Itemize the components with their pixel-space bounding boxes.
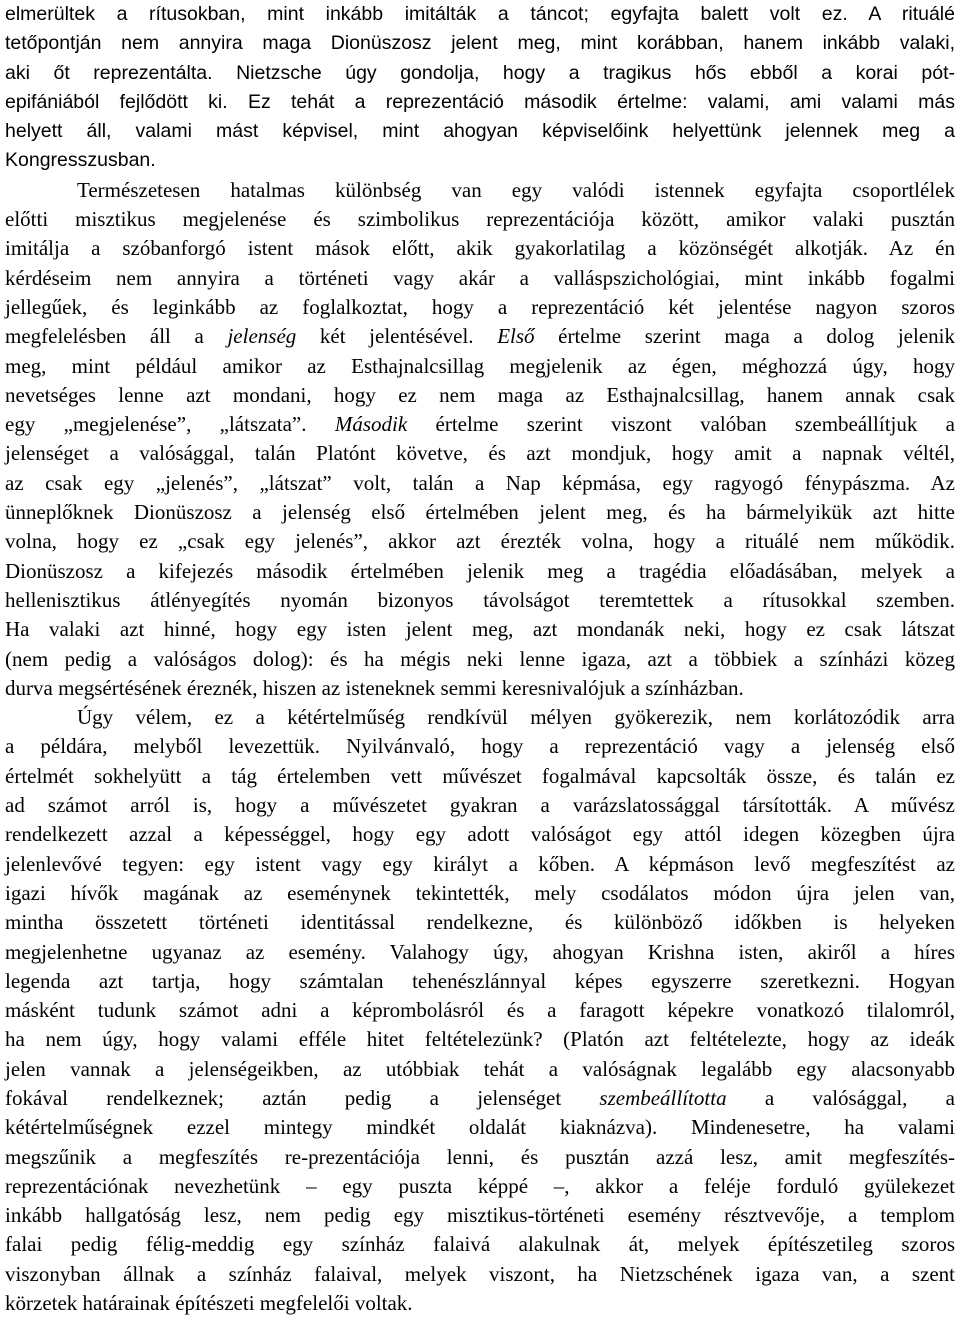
text-segment: megfelelésben áll a [5, 324, 228, 349]
text-line [5, 322, 955, 351]
text-line [5, 615, 955, 644]
text-segment: megszűnik a megfeszítés re-prezentációja lenni, és pusztán azzá lesz, amit megfeszítés- [5, 1144, 955, 1169]
text-line [5, 293, 955, 322]
text-line [5, 674, 955, 703]
text-segment: Dionüszosz a kifejezés második értelmében jelenik meg a tragédia előadásában, melyek a [5, 558, 955, 583]
text-line [5, 820, 955, 849]
text-line [5, 1113, 955, 1142]
text-segment: fokával rendelkeznek; aztán pedig a jelenséget [5, 1085, 600, 1110]
text-line [5, 117, 955, 146]
text-segment: jellegűek, és leginkább az foglalkoztat, hogy a reprezentáció két jelentése nagyon szoros [5, 294, 955, 319]
text-segment: tetőpontján nem annyira maga Dionüszosz jelent meg, mint korábban, hanem inkább valaki, [5, 32, 955, 55]
text-line [5, 352, 955, 381]
text-line [5, 586, 955, 615]
text-line [5, 29, 955, 58]
text-line [5, 0, 955, 29]
text-segment: legenda azt tartja, hogy számtalan tehenészlánnyal képes egyszerre szeretkezni. Hogyan [5, 968, 955, 993]
text-segment: jelenlevővé tegyen: egy istent vagy egy királyt a kőben. A képmáson levő megfeszítést az [5, 851, 955, 876]
text-segment: volna, hogy ez „csak egy jelenés”, akkor azt érezték volna, hogy a rituálé nem működik. [5, 529, 955, 554]
text-segment: kérdéseim nem annyira a történeti vagy akár a valláspszichológiai, mint inkább fogalmi [5, 265, 955, 290]
text-line [5, 88, 955, 117]
text-line [5, 996, 955, 1025]
text-line [5, 234, 955, 263]
text-line [5, 439, 955, 468]
text-segment: egy „megjelenése”, „látszata”. [5, 412, 335, 437]
text-line [5, 791, 955, 820]
text-segment: értelmét sokhelyütt a tág értelemben vett művészet fogalmával kapcsolták össze, és talán ez [5, 763, 955, 788]
text-line [5, 1055, 955, 1084]
text-segment: nevetséges lenne azt mondani, hogy ez nem maga az Esthajnalcsillag, hanem annak csak [5, 382, 955, 407]
italic-term: Második [334, 412, 408, 437]
text-line [5, 879, 955, 908]
text-line [5, 59, 955, 88]
text-line [5, 498, 955, 527]
text-line [5, 264, 955, 293]
text-segment: igazi hívők magának az eseménynek tekintették, mely csodálatos módon újra jelen van, [5, 880, 955, 905]
paragraph [5, 0, 955, 176]
text-line [5, 527, 955, 556]
text-segment: inkább hallgatóság lesz, nem pedig egy misztikus-történeti esemény résztvevője, a templom [5, 1203, 955, 1228]
text-segment: helyett áll, valami mást képvisel, mint ahogyan képviselőink helyettünk jelennek meg a [5, 120, 955, 143]
text-segment: falai pedig félig-meddig egy színház falaivá alakulnak át, melyek építészetileg szoros [5, 1232, 955, 1257]
text-line [5, 1025, 955, 1054]
text-segment: ha nem úgy, hogy valami efféle hitet feltételezünk? (Platón azt feltételezte, hogy az ideák [5, 1027, 955, 1052]
text-segment: durva megsértésének éreznék, hiszen az isteneknek semmi keresnivalójuk a színházban. [5, 675, 744, 700]
text-line [5, 908, 955, 937]
text-segment: megjelenhetne ugyanaz az esemény. Valahogy úgy, ahogyan Krishna isten, akiről a híres [5, 939, 955, 964]
italic-term: jelenség [227, 324, 297, 349]
text-segment: Természetesen hatalmas különbség van egy valódi istennek egyfajta csoportlélek [77, 177, 955, 202]
text-segment: másként tudunk számot adni a képrombolásról és a faragott képekre vonatkozó tilalomról, [5, 998, 955, 1023]
text-segment: ad számot arról is, hogy a művészetet gyakran a varázslatossággal társították. A művész [5, 793, 955, 818]
text-segment: a valósággal, a [726, 1085, 955, 1110]
text-segment: jelen vannak a jelenségeikben, az utóbbiak tehát a valóságnak legalább egy alacsonyabb [5, 1056, 955, 1081]
text-segment: értelme szerint maga a dolog jelenik [534, 324, 955, 349]
paragraph [5, 703, 955, 1318]
text-line [5, 557, 955, 586]
text-line [5, 762, 955, 791]
text-line [5, 205, 955, 234]
text-line [5, 1172, 955, 1201]
text-segment: kétértelműségnek ezzel mintegy mindkét oldalát kiaknázva). Mindenesetre, ha valami [5, 1115, 955, 1140]
text-line [5, 967, 955, 996]
text-line [5, 1230, 955, 1259]
text-line [5, 410, 955, 439]
text-segment: a példára, melyből levezettük. Nyilvánvaló, hogy a reprezentáció vagy a jelenség első [5, 734, 955, 759]
text-segment: jelenséget a valósággal, talán Platónt követve, és azt mondjuk, hogy amit a napnak véltél, [5, 441, 955, 466]
text-line [5, 381, 955, 410]
text-segment: (nem pedig a valóságos dolog): és ha mégis neki lenne igaza, azt a többiek a színházi közeg [5, 646, 955, 671]
text-segment: hellenisztikus átlényegítés nyomán bizonyos távolságot teremtettek a rítusokkal szemben. [5, 587, 955, 612]
text-segment: viszonyban állnak a színház falaival, melyek viszont, ha Nietzschének igaza van, a szent [5, 1261, 955, 1286]
text-line [5, 469, 955, 498]
text-segment: értelme szerint viszont valóban szembeállítjuk a [407, 412, 956, 437]
text-line [5, 1084, 955, 1113]
text-line [5, 1143, 955, 1172]
text-line [5, 146, 955, 175]
text-segment: imitálja a szóbanforgó istent mások előtt, akik gyakorlatilag a közönségét alkotják. Az én [5, 236, 955, 261]
text-line [5, 850, 955, 879]
text-segment: meg, mint például amikor az Esthajnalcsillag megjelenik az égen, méghozzá úgy, hogy [5, 353, 955, 378]
text-segment: előtti misztikus megjelenése és szimbolikus reprezentációja között, amikor valaki pusztán [5, 207, 955, 232]
text-line [5, 1201, 955, 1230]
text-segment: aki őt reprezentálta. Nietzsche úgy gondolja, hogy a tragikus hős ebből a korai pót- [5, 61, 955, 84]
text-segment: ünneplőknek Dionüszosz a jelenség első értelmében jelent meg, és ha bármelyikük azt hitte [5, 500, 955, 525]
text-line [5, 1260, 955, 1289]
text-line [5, 703, 955, 732]
italic-term: szembeállította [599, 1085, 727, 1110]
text-line [5, 645, 955, 674]
text-segment: rendelkezett azzal a képességgel, hogy egy adott valóságot egy attól idegen közegben újra [5, 822, 955, 847]
text-segment: az csak egy „jelenés”, „látszat” volt, talán a Nap képmása, egy ragyogó fénypászma. Az [5, 470, 955, 495]
text-segment: Ha valaki azt hinné, hogy egy isten jelent meg, azt mondanák neki, hogy ez csak látszat [5, 617, 955, 642]
text-line [5, 1289, 955, 1318]
text-segment: körzetek határainak építészeti megfelelői voltak. [5, 1291, 413, 1316]
text-line [5, 176, 955, 205]
text-line [5, 938, 955, 967]
text-segment: mintha összetett történeti identitással rendelkezne, és különböző időkben is helyeken [5, 910, 955, 935]
text-segment: Kongresszusban. [5, 149, 156, 172]
text-line [5, 732, 955, 761]
text-segment: elmerültek a rítusokban, mint inkább imitálták a táncot; egyfajta balett volt ez. A rituálé [5, 3, 955, 25]
text-segment: Úgy vélem, ez a kétértelműség rendkívül mélyen gyökerezik, nem korlátozódik arra [77, 705, 955, 730]
paragraph [5, 176, 955, 703]
text-segment: epifániából fejlődött ki. Ez tehát a reprezentáció második értelme: valami, ami valami más [5, 90, 955, 113]
text-segment: reprezentációnak nevezhetünk – egy puszta képpé –, akkor a feléje forduló gyülekezet [5, 1173, 955, 1198]
italic-term: Első [497, 324, 535, 349]
text-segment: két jelentésével. [296, 324, 498, 349]
